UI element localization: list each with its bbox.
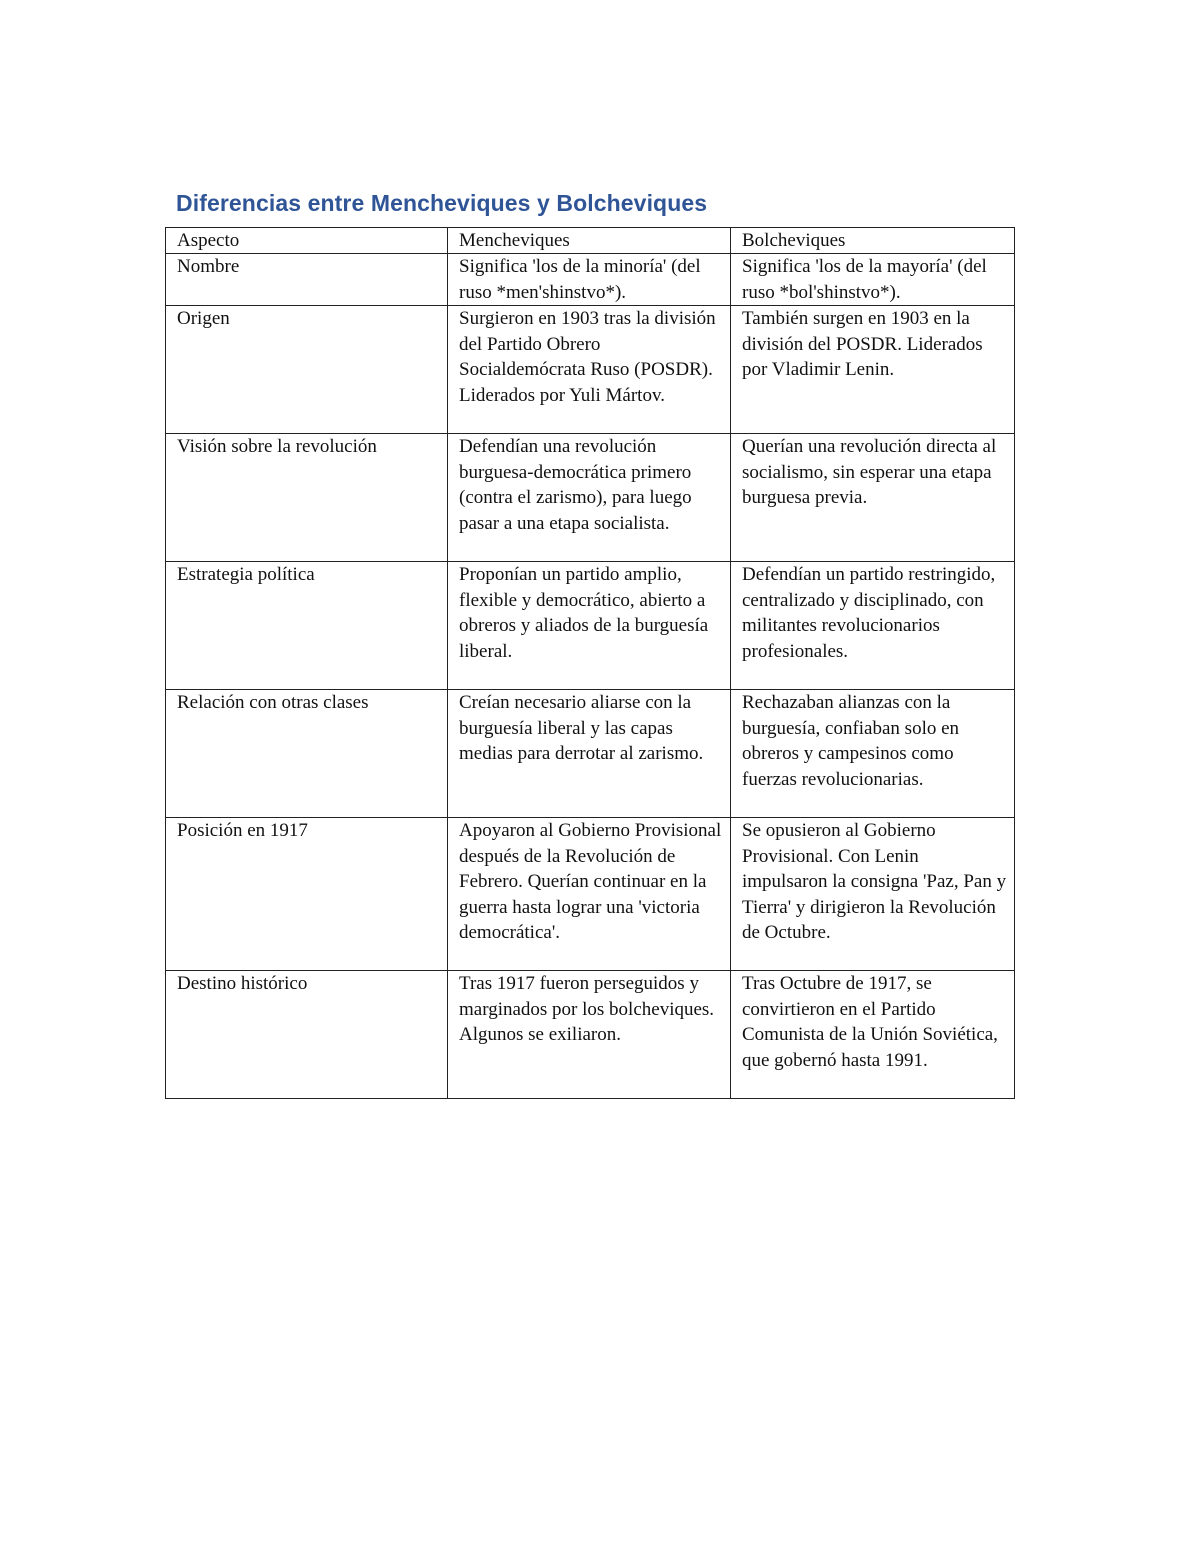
cell-mencheviques: Significa 'los de la minoría' (del ruso *men'shinstvo*). (448, 254, 731, 306)
cell-bolcheviques: Defendían un partido restringido, centralizado y disciplinado, con militantes revolucionarios profesionales. (731, 562, 1015, 690)
header-aspecto: Aspecto (166, 228, 448, 254)
header-bolcheviques: Bolcheviques (731, 228, 1015, 254)
cell-mencheviques: Surgieron en 1903 tras la división del Partido Obrero Socialdemócrata Ruso (POSDR). Liderados por Yuli Mártov. (448, 306, 731, 434)
table-row (166, 434, 1015, 562)
cell-aspect: Destino histórico (166, 971, 448, 1099)
document-title: Diferencias entre Mencheviques y Bolcheviques (176, 190, 708, 216)
cell-aspect: Posición en 1917 (166, 818, 448, 971)
comparison-table (165, 227, 1015, 1099)
header-mencheviques: Mencheviques (448, 228, 731, 254)
cell-mencheviques: Apoyaron al Gobierno Provisional después de la Revolución de Febrero. Querían continuar en la guerra hasta lograr una 'victoria democrática'. (448, 818, 731, 971)
table-row (166, 562, 1015, 690)
cell-bolcheviques: Tras Octubre de 1917, se convirtieron en el Partido Comunista de la Unión Soviética, que gobernó hasta 1991. (731, 971, 1015, 1099)
table-header-row (166, 228, 1015, 254)
cell-mencheviques: Proponían un partido amplio, flexible y democrático, abierto a obreros y aliados de la burguesía liberal. (448, 562, 731, 690)
cell-aspect: Estrategia política (166, 562, 448, 690)
table-row (166, 971, 1015, 1099)
table-row (166, 818, 1015, 971)
cell-bolcheviques: Se opusieron al Gobierno Provisional. Con Lenin impulsaron la consigna 'Paz, Pan y Tierra' y dirigieron la Revolución de Octubre. (731, 818, 1015, 971)
cell-bolcheviques: Rechazaban alianzas con la burguesía, confiaban solo en obreros y campesinos como fuerzas revolucionarias. (731, 690, 1015, 818)
table-row (166, 254, 1015, 306)
cell-aspect: Visión sobre la revolución (166, 434, 448, 562)
cell-mencheviques: Tras 1917 fueron perseguidos y marginados por los bolcheviques. Algunos se exiliaron. (448, 971, 731, 1099)
cell-mencheviques: Creían necesario aliarse con la burguesía liberal y las capas medias para derrotar al zarismo. (448, 690, 731, 818)
cell-mencheviques: Defendían una revolución burguesa-democrática primero (contra el zarismo), para luego pasar a una etapa socialista. (448, 434, 731, 562)
cell-bolcheviques: Significa 'los de la mayoría' (del ruso *bol'shinstvo*). (731, 254, 1015, 306)
cell-aspect: Origen (166, 306, 448, 434)
cell-aspect: Relación con otras clases (166, 690, 448, 818)
table-row (166, 690, 1015, 818)
cell-bolcheviques: Querían una revolución directa al socialismo, sin esperar una etapa burguesa previa. (731, 434, 1015, 562)
cell-bolcheviques: También surgen en 1903 en la división del POSDR. Liderados por Vladimir Lenin. (731, 306, 1015, 434)
cell-aspect: Nombre (166, 254, 448, 306)
table-row (166, 306, 1015, 434)
